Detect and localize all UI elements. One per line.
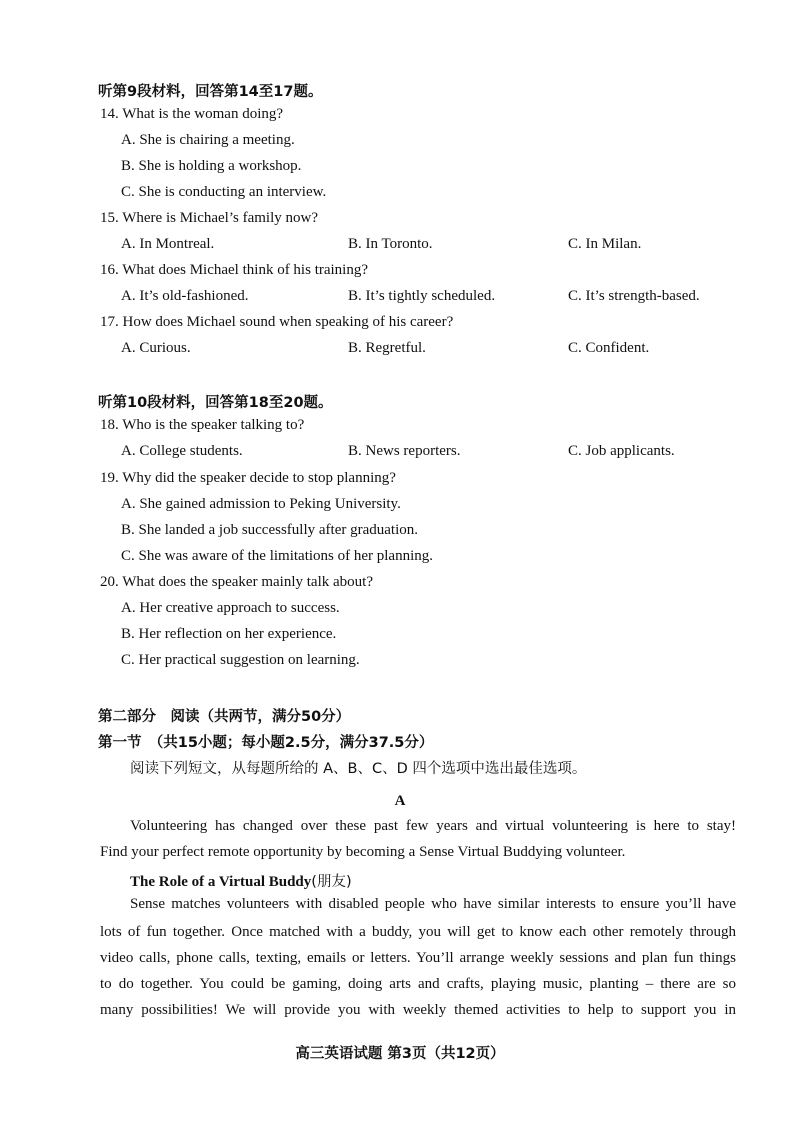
section1-title: 第一节 （共15小题；每小题2.5分，满分37.5分） [98, 735, 434, 751]
question-17: 17. How does Michael sound when speaking of his career? [100, 314, 454, 330]
q19-option-c: C. She was aware of the limitations of her planning. [121, 548, 434, 564]
q15-option-c: C. In Milan. [568, 236, 642, 252]
q18-option-c: C. Job applicants. [568, 443, 675, 459]
q16-option-c: C. It’s strength-based. [568, 288, 700, 304]
q17-option-a: A. Curious. [121, 340, 191, 356]
q18-option-b: B. News reporters. [348, 443, 461, 459]
q14-option-b: B. She is holding a workshop. [121, 158, 302, 174]
question-14: 14. What is the woman doing? [100, 106, 284, 122]
q16-option-b: B. It’s tightly scheduled. [348, 288, 496, 304]
question-18: 18. Who is the speaker talking to? [100, 417, 305, 433]
section9-header: 听第9段材料，回答第14至17题。 [98, 84, 323, 100]
q20-option-a: A. Her creative approach to success. [121, 600, 340, 616]
q17-option-c: C. Confident. [568, 340, 650, 356]
reading-instruction: 阅读下列短文，从每题所给的 A、B、C、D 四个选项中选出最佳选项。 [130, 761, 587, 777]
section10-header: 听第10段材料，回答第18至20题。 [98, 395, 333, 411]
q15-option-a: A. In Montreal. [121, 236, 215, 252]
q19-option-a: A. She gained admission to Peking University. [121, 496, 401, 512]
passage-paragraph-2-line-5: many possibilities! We will provide you with weekly themed activities to help to support you in [100, 1002, 736, 1018]
passage-paragraph-2-line-3: video calls, phone calls, texting, emails or letters. You’ll arrange weekly sessions and plan fun things [100, 950, 736, 966]
passage-paragraph-1-line-2: Find your perfect remote opportunity by becoming a Sense Virtual Buddying volunteer. [100, 844, 626, 860]
part2-title: 第二部分 阅读（共两节，满分50分） [98, 709, 351, 725]
subheading [130, 870, 352, 891]
question-20: 20. What does the speaker mainly talk about? [100, 574, 373, 590]
passage-paragraph-2-line-1: Sense matches volunteers with disabled people who have similar interests to ensure you’ll have [130, 896, 736, 912]
q20-option-c: C. Her practical suggestion on learning. [121, 652, 360, 668]
q19-option-b: B. She landed a job successfully after graduation. [121, 522, 418, 538]
passage-paragraph-2-line-2: lots of fun together. Once matched with a buddy, you will get to know each other remotely through [100, 924, 736, 940]
subheading-text: The Role of a Virtual Buddy [130, 874, 312, 890]
passage-paragraph-2-line-4: to do together. You could be gaming, doing arts and crafts, playing music, planting – there are so [100, 976, 736, 992]
q18-option-a: A. College students. [121, 443, 243, 459]
question-15: 15. Where is Michael’s family now? [100, 210, 318, 226]
page-footer: 高三英语试题 第3页（共12页） [295, 1046, 505, 1062]
passage-letter: A [394, 793, 406, 809]
q17-option-b: B. Regretful. [348, 340, 426, 356]
question-19: 19. Why did the speaker decide to stop planning? [100, 470, 396, 486]
passage-paragraph-1-line-1: Volunteering has changed over these past few years and virtual volunteering is here to stay! [130, 818, 736, 834]
q15-option-b: B. In Toronto. [348, 236, 433, 252]
subheading-cn-gloss: (朋友) [311, 874, 352, 890]
q14-option-a: A. She is chairing a meeting. [121, 132, 295, 148]
question-16: 16. What does Michael think of his training? [100, 262, 369, 278]
q16-option-a: A. It’s old-fashioned. [121, 288, 249, 304]
q20-option-b: B. Her reflection on her experience. [121, 626, 337, 642]
q14-option-c: C. She is conducting an interview. [121, 184, 327, 200]
